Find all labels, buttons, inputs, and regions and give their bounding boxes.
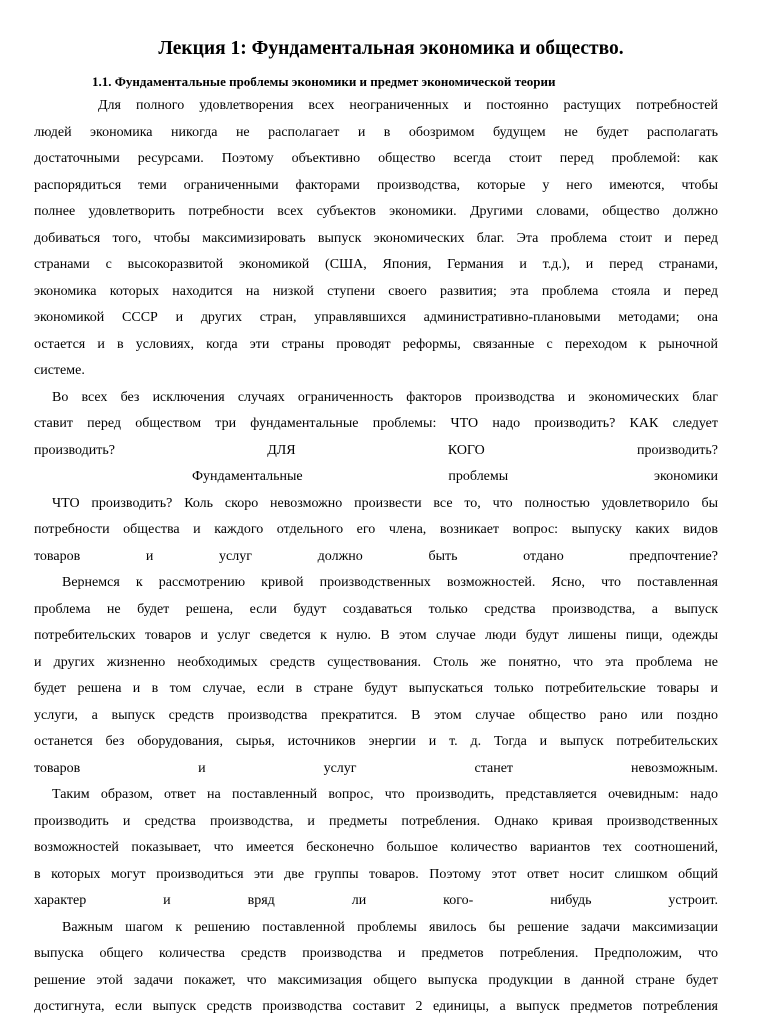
- text-line: Важным шагом к решению поставленной проблемы явилось бы решение задачи максимизации: [62, 919, 718, 935]
- text-line: потребности общества и каждого отдельного его члена, возникает вопрос: выпуску каких видов: [34, 522, 718, 537]
- body-text: [34, 93, 718, 1021]
- text-line: выпуска общего количества средств производства и предметов потребления. Предположим, что: [34, 946, 718, 961]
- text-line: товаров и услуг должно быть отдано предпочтение?: [34, 548, 718, 564]
- text-line: Вернемся к рассмотрению кривой производственных возможностей. Ясно, что поставленная: [62, 575, 718, 590]
- text-line: возможностей показывает, что имеется бесконечно большое количество вариантов тех соотношений,: [34, 840, 718, 855]
- text-line: ЧТО производить? Коль скоро невозможно произвести все то, что полностью удовлетворило бы: [52, 495, 718, 511]
- text-line: Фундаментальные проблемы экономики: [192, 469, 718, 484]
- text-line: Во всех без исключения случаях ограниченность факторов производства и экономических благ: [52, 389, 718, 405]
- section-subtitle: 1.1. Фундаментальные проблемы экономики и предмет экономической теории: [92, 74, 556, 89]
- text-line: услуги, а выпуск средств производства прекратится. В этом случае общество рано или поздно: [34, 707, 718, 723]
- text-line: производить и средства производства, и предметы потребления. Однако кривая производственных: [34, 813, 718, 829]
- text-line: и других жизненно необходимых средств существования. Столь же понятно, что эта проблема не: [34, 654, 718, 670]
- text-line: полнее удовлетворить потребности всех субъектов экономики. Другими словами, общество должно: [34, 204, 718, 219]
- text-line: потребительских товаров и услуг сведется к нулю. В этом случае люди будут лишены пищи, одежды: [34, 628, 718, 643]
- text-line: достигнута, если выпуск средств производства составит 2 единицы, а выпуск предметов потребления: [34, 999, 718, 1014]
- text-line: проблема не будет решена, если будут создаваться только средства производства, а выпуск: [34, 601, 718, 617]
- text-line: Для полного удовлетворения всех неограниченных и постоянно растущих потребностей: [98, 98, 718, 113]
- text-line: остается и в условиях, когда эти страны проводят реформы, связанные с переходом к рыночной: [34, 336, 718, 352]
- text-line: решение этой задачи покажет, что максимизация общего выпуска продукции в данной стране будет: [34, 972, 718, 988]
- text-line: будет решена и в том случае, если в стране будут выпускаться только потребительские товары и: [34, 681, 718, 696]
- text-line: странами с высокоразвитой экономикой (США, Япония, Германия и т.д.), и перед странами,: [34, 257, 718, 272]
- text-line: добиваться того, чтобы максимизировать выпуск экономических благ. Эта проблема стоит и перед: [34, 230, 718, 246]
- text-line: Таким образом, ответ на поставленный вопрос, что производить, представляется очевидным: надо: [52, 787, 718, 802]
- text-line: останется без оборудования, сырья, источников энергии и т. д. Тогда и выпуск потребительских: [34, 734, 718, 749]
- text-line: производить? ДЛЯ КОГО производить?: [34, 442, 718, 458]
- document-page: [34, 36, 718, 1021]
- text-line: в которых могут производиться эти две группы товаров. Поэтому этот ответ носит слишком общий: [34, 866, 718, 882]
- text-line: товаров и услуг станет невозможным.: [34, 760, 718, 776]
- text-line: людей экономика никогда не располагает и в обозримом будущем не будет располагать: [34, 124, 718, 140]
- lecture-title: Лекция 1: Фундаментальная экономика и общество.: [158, 38, 624, 59]
- text-line: экономикой СССР и других стран, управлявшихся административно-плановыми методами; она: [34, 310, 718, 325]
- text-line: ставит перед обществом три фундаментальные проблемы: ЧТО надо производить? КАК следует: [34, 416, 718, 431]
- text-line: распорядиться теми ограниченными факторами производства, которые у него имеются, чтобы: [34, 177, 718, 193]
- text-line: экономика которых находится на низкой ступени своего развития; эта проблема стояла и перед: [34, 283, 718, 299]
- text-line: характер и вряд ли кого- нибудь устроит.: [34, 893, 718, 908]
- text-line: системе.: [34, 363, 85, 378]
- text-line: достаточными ресурсами. Поэтому объективно общество всегда стоит перед проблемой: как: [34, 151, 718, 166]
